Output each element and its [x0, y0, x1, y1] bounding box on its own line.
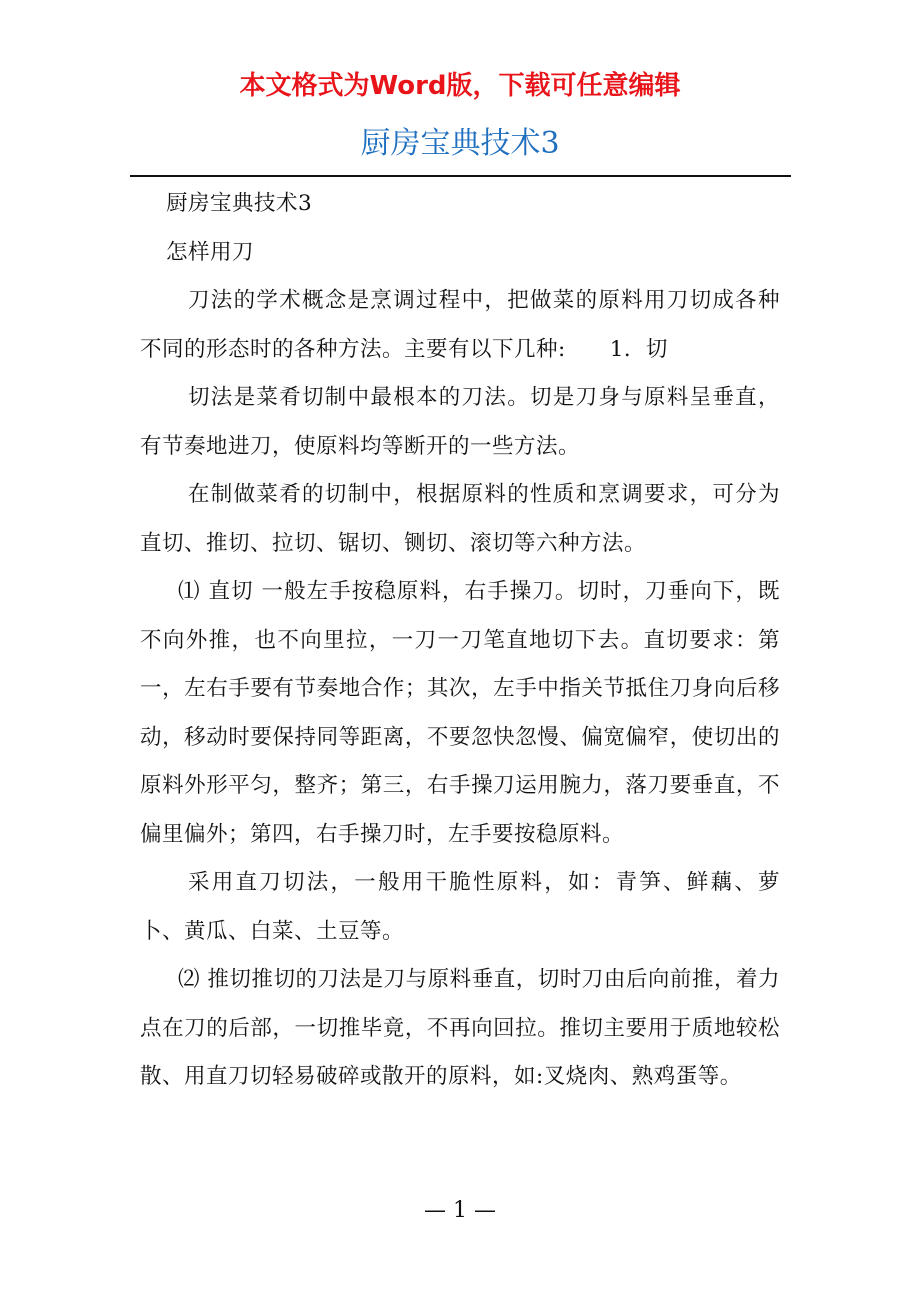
paragraph: ⑴ 直切 一般左手按稳原料，右手操刀。切时，刀垂向下，既不向外推，也不向里拉，一刀一刀笔直地切下去。直切要求：第一，左右手要有节奏地合作；其次，左手中指关节抵住刀身向后移动，移动时要保持同等距离，不要忽快忽慢、偏宽偏窄，使切出的原料外形平匀，整齐；第三，右手操刀运用腕力，落刀要垂直，不偏里偏外；第四，右手操刀时，左手要按稳原料。 [140, 579, 780, 847]
paragraph: 切法是菜肴切制中最根本的刀法。切是刀身与原料呈垂直，有节奏地进刀，使原料均等断开的一些方法。 [140, 385, 780, 459]
section-heading: 厨房宝典技术3 [166, 191, 313, 216]
paragraph: 刀法的学术概念是烹调过程中，把做菜的原料用刀切成各种不同的形态时的各种方法。主要有以下几种: 1．切 [140, 288, 780, 362]
format-notice: 本文格式为Word版，下载可任意编辑 [239, 71, 681, 101]
page-number: — 1 — [424, 1198, 496, 1223]
title-divider [130, 175, 791, 177]
subsection-heading: 怎样用刀 [166, 239, 255, 265]
document-title: 厨房宝典技术3 [360, 126, 560, 161]
paragraph: ⑵ 推切推切的刀法是刀与原料垂直，切时刀由后向前推，着力点在刀的后部，一切推毕竟，不再向回拉。推切主要用于质地较松散、用直刀切轻易破碎或散开的原料，如:叉烧肉、熟鸡蛋等。 [140, 967, 780, 1089]
paragraph: 采用直刀切法，一般用干脆性原料，如：青笋、鲜藕、萝卜、黄瓜、白菜、土豆等。 [140, 870, 780, 944]
document-body [140, 180, 780, 1102]
paragraph: 在制做菜肴的切制中，根据原料的性质和烹调要求，可分为直切、推切、拉切、锯切、铡切、滚切等六种方法。 [140, 482, 780, 556]
